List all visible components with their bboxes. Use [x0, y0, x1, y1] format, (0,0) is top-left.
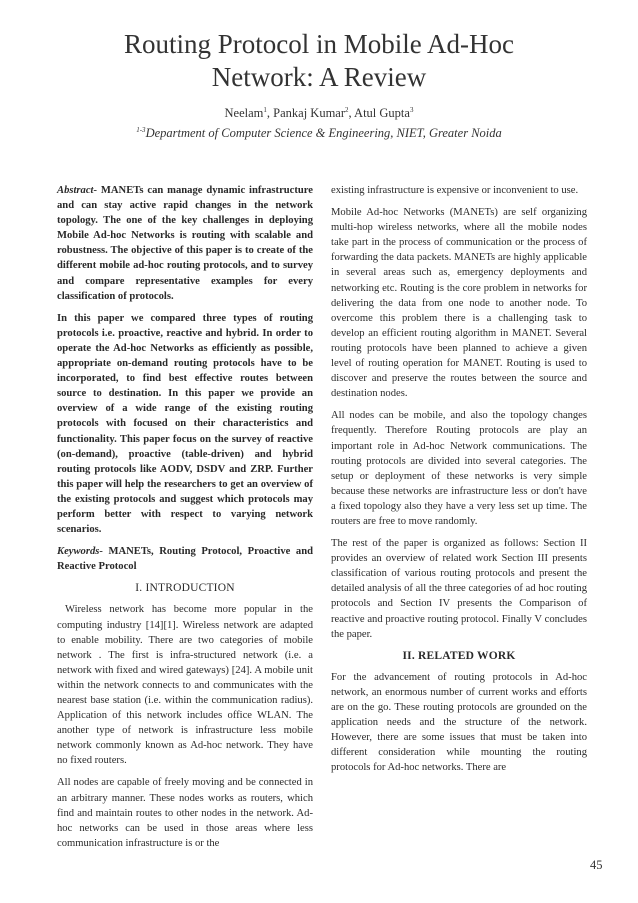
- right-column: [331, 183, 587, 782]
- author-3-sup: 3: [409, 105, 414, 114]
- paper-title: [60, 28, 578, 94]
- right-paragraph-1: Mobile Ad-hoc Networks (MANETs) are self organizing multi-hop wireless networks, where all the mobile nodes take part in the process of communication or the process of forwarding the data packets. MANETs are highly applicable in several areas such as, emergency deployments and networking etc. Routing is the core problem in networks for delivering the data from one node to another node. To overcome this problem there is a challenging task to develop an efficient routing algorithm in MANET. Several routing protocols have been planned to achieve a given level of routing operation for MANET. Routing is used to discover and preserve the routes between the source and destination nodes.: [331, 207, 587, 400]
- author-2: , Pankaj Kumar: [266, 106, 345, 120]
- affiliation: [60, 126, 578, 141]
- abstract-text-1: MANETs can manage dynamic infrastructure and can stay active rapid changes in the network topology. The one of the key challenges in deploying Mobile Ad-hoc Networks is routing with scalable and robustness. The objective of this paper is to create of the different mobile ad-hoc routing protocols, and to survey and compare representative examples for every classification of protocols.: [57, 185, 313, 302]
- author-1: Neelam: [224, 106, 264, 120]
- right-paragraph-2: All nodes can be mobile, and also the topology changes frequently. Therefore Routing protocols are play an important role in Ad-hoc Network communications. The routing protocols are divided into several categories. The setup or deployment of these networks is very simple because these networks are infrastructure less or don't have a fixed topology also they have a very less set up time. The routers are free to move randomly.: [331, 410, 587, 527]
- right-paragraph-0: existing infrastructure is expensive or inconvenient to use.: [331, 185, 579, 196]
- intro-paragraph-2: All nodes are capable of freely moving and be connected in an arbitrary manner. These nodes works as routers, which find and maintain routes to other nodes in the network. Ad-hoc networks can be used in those areas where less communication infrastructure is or the: [57, 777, 313, 849]
- keywords-paragraph: [57, 544, 313, 574]
- author-1-sup: 1: [263, 105, 267, 114]
- author-list: [60, 106, 578, 121]
- abstract-paragraph-2: In this paper we compared three types of routing protocols i.e. proactive, reactive and hybrid. In order to operate the Ad-hoc Networks as efficiently as possible, appropriate on-demand routing protocols have to be incorporated, to find best effective routes between source to destination. In this paper we provide an overview of a wide range of the existing routing protocols with focused on their characteristics and functionality. This paper focus on the survey of reactive (on-demand), proactive (table-driven) and hybrid routing protocols like AODV, DSDV and ZRP. Further this paper will help the researchers to get an overview of the existing protocols and suggest which protocols may perform better with respect to varying network scenarios.: [57, 312, 313, 536]
- related-work-paragraph: For the advancement of routing protocols in Ad-hoc network, an enormous number of current works and efforts are on the go. These routing protocols are grounded on the application needs and the structure of the network. However, there are some issues that must be taken into different consideration while mounting the routing protocols for Ad-hoc networks. There are: [331, 671, 587, 774]
- abstract-lead: Abstract-: [57, 185, 98, 196]
- related-work-heading: II. RELATED WORK: [402, 649, 516, 662]
- author-2-sup: 2: [345, 105, 349, 114]
- intro-paragraph-1: Wireless network has become more popular in the computing industry [14][1]. Wireless network are adapted to enable mobility. There are two categories of mobile network . The first is infra-structured network (i.e. a network with fixed and wired gateways) [24]. A mobile unit within the network connects to and communicates with the nearest base station (i.e. within the communication radius). Application of this network includes office WLAN. The another type of network is infrastructure less mobile network commonly known as Ad-hoc network. They have no fixed routers.: [57, 604, 313, 767]
- left-column: [57, 183, 313, 858]
- intro-heading: I. INTRODUCTION: [135, 582, 235, 595]
- right-paragraph-3: The rest of the paper is organized as follows: Section II provides an overview of related work Section III presents classification of various routing protocols and present the detailed analysis of all the three categories of ad hoc routing protocols and Section IV presents the Comparison of reactive and proactive routing protocol. Finally V concludes the paper.: [331, 538, 587, 640]
- affiliation-text: Department of Computer Science & Engineering, NIET, Greater Noida: [145, 126, 502, 140]
- title-line-2: Network: A Review: [211, 62, 427, 92]
- affiliation-sup: 1-3: [136, 125, 146, 134]
- page-number: 45: [590, 858, 603, 872]
- abstract-paragraph-1: [57, 183, 313, 304]
- author-3: , Atul Gupta: [348, 106, 410, 120]
- title-line-1: Routing Protocol in Mobile Ad-Hoc: [124, 29, 514, 59]
- keywords-lead: Keywords-: [57, 546, 103, 558]
- keywords-text: MANETs, Routing Protocol, Proactive and Reactive Protocol: [57, 546, 313, 573]
